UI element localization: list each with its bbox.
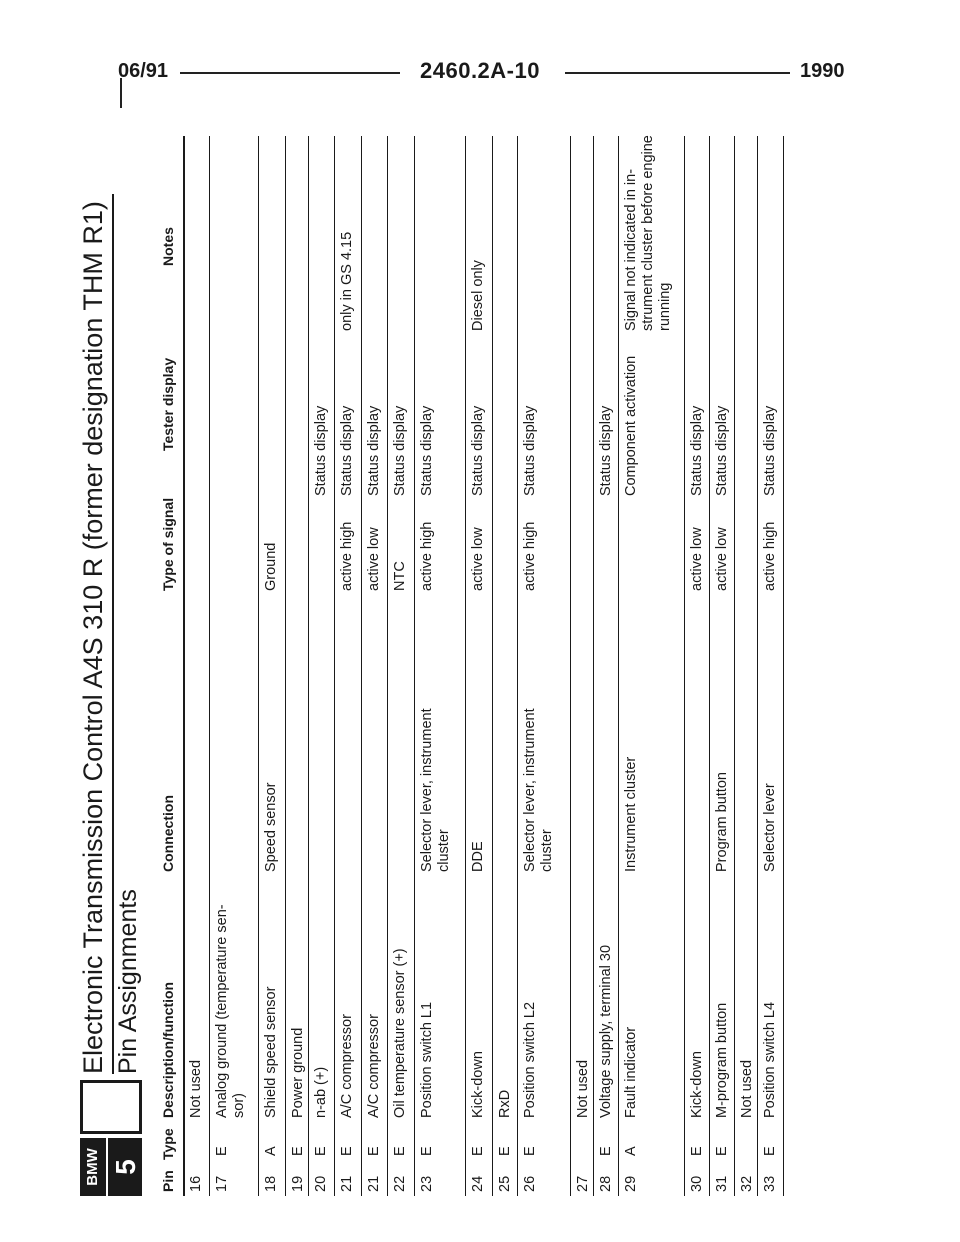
bmw-series-logo [80, 1138, 142, 1196]
rotated-page-content [80, 86, 815, 1196]
signal-cell: active high [339, 521, 355, 591]
header-date: 06/91 [118, 60, 169, 82]
pin-cell: 30 [689, 1175, 705, 1192]
page-subtitle: Pin Assignments [114, 889, 142, 1074]
pin-cell: 29 [623, 1175, 639, 1192]
tester-cell: Status display [714, 405, 730, 496]
signal-cell: active low [689, 527, 705, 591]
description-cell: Oil temperature sensor (+) [392, 948, 408, 1118]
pin-cell: 19 [290, 1175, 306, 1192]
tester-cell: Status display [470, 405, 486, 496]
pin-cell: 21 [366, 1175, 382, 1192]
pin-cell: 17 [214, 1175, 230, 1192]
description-cell: Fault indicator [623, 1026, 639, 1118]
connection-cell: Program button [714, 772, 730, 872]
type-cell: E [214, 1146, 230, 1156]
table-row [184, 136, 210, 1196]
tester-cell: Component activation [623, 355, 639, 496]
type-cell: E [689, 1146, 705, 1156]
description-cell: Kick-down [689, 1051, 705, 1118]
type-cell: E [497, 1146, 513, 1156]
pin-cell: 31 [714, 1175, 730, 1192]
tester-cell: Status display [313, 405, 329, 496]
connection-cell: Speed sensor [263, 782, 279, 872]
logo-empty-box [80, 1080, 142, 1134]
type-cell: E [290, 1146, 306, 1156]
type-cell: E [470, 1146, 486, 1156]
connection-cell: Selector lever [762, 783, 778, 872]
table-row [388, 136, 415, 1196]
signal-cell: active low [470, 527, 486, 591]
col-header-signal: Type of signal [160, 497, 176, 591]
description-cell: Voltage supply, terminal 30 [598, 944, 614, 1118]
description-cell: Position switch L4 [762, 1001, 778, 1118]
notes-cell: only in GS 4.15 [339, 231, 355, 331]
pin-cell: 25 [497, 1175, 513, 1192]
tester-cell: Status display [419, 405, 435, 496]
header-rule-left [180, 72, 400, 74]
table-row [619, 136, 685, 1196]
type-cell: E [522, 1146, 538, 1156]
pin-cell: 21 [339, 1175, 355, 1192]
tester-cell: Status display [522, 405, 538, 496]
table-row [309, 136, 335, 1196]
col-header-connection: Connection [160, 795, 176, 872]
tester-cell: Status display [598, 405, 614, 496]
signal-cell: active low [366, 527, 382, 591]
type-cell: E [313, 1146, 329, 1156]
signal-cell: NTC [392, 561, 408, 591]
col-header-tester: Tester display [160, 357, 176, 451]
description-cell: Kick-down [470, 1051, 486, 1118]
table-row [685, 136, 710, 1196]
description-cell: n-ab (+) [313, 1066, 329, 1118]
table-row [259, 136, 286, 1196]
description-cell: Power ground [290, 1027, 306, 1118]
type-cell: A [263, 1146, 279, 1156]
pin-cell: 28 [598, 1175, 614, 1192]
table-row [210, 136, 259, 1196]
col-header-pin: Pin [160, 1170, 176, 1192]
connection-cell: DDE [470, 841, 486, 872]
pin-cell: 22 [392, 1175, 408, 1192]
description-cell: M-program button [714, 1002, 730, 1118]
table-row [518, 136, 571, 1196]
type-cell: A [623, 1146, 639, 1156]
description-cell: Not used [739, 1059, 755, 1118]
signal-cell: active high [522, 521, 538, 591]
header-rule-right [565, 72, 790, 74]
description-cell: Shield speed sensor [263, 986, 279, 1118]
pin-cell: 23 [419, 1175, 435, 1192]
pin-cell: 32 [739, 1175, 755, 1192]
type-cell: E [714, 1146, 730, 1156]
description-cell: Position switch L2 [522, 1001, 538, 1118]
table-row [735, 136, 758, 1196]
table-row [415, 136, 466, 1196]
type-cell: E [762, 1146, 778, 1156]
description-cell: Position switch L1 [419, 1001, 435, 1118]
table-row [758, 136, 784, 1196]
type-cell: E [598, 1146, 614, 1156]
notes-cell: Diesel only [470, 260, 486, 331]
pin-cell: 27 [575, 1175, 591, 1192]
description-cell: Analog ground (temperature sen-sor) [214, 904, 247, 1118]
connection-cell: Selector lever, instrument cluster [522, 708, 555, 872]
table-row [571, 136, 594, 1196]
header-year: 1990 [800, 60, 845, 82]
tester-cell: Status display [689, 405, 705, 496]
type-cell: E [366, 1146, 382, 1156]
notes-cell: Signal not indicated in in-strument cluster before engine running [623, 135, 673, 331]
page-title: Electronic Transmission Control A4S 310 R (former designation THM R1) [78, 201, 108, 1074]
table-row [466, 136, 493, 1196]
pin-cell: 26 [522, 1175, 538, 1192]
description-cell: A/C compressor [366, 1014, 382, 1118]
type-cell: E [419, 1146, 435, 1156]
pin-cell: 18 [263, 1175, 279, 1192]
tester-cell: Status display [339, 405, 355, 496]
signal-cell: active high [762, 521, 778, 591]
table-row [710, 136, 735, 1196]
connection-cell: Selector lever, instrument cluster [419, 708, 452, 872]
tester-cell: Status display [366, 405, 382, 496]
tester-cell: Status display [392, 405, 408, 496]
signal-cell: active low [714, 527, 730, 591]
signal-cell: active high [419, 521, 435, 591]
col-header-notes: Notes [160, 227, 176, 266]
description-cell: Not used [188, 1059, 204, 1118]
table-row [493, 136, 518, 1196]
connection-cell: Instrument cluster [623, 756, 639, 872]
table-row [335, 136, 362, 1196]
description-cell: Not used [575, 1059, 591, 1118]
pin-cell: 20 [313, 1175, 329, 1192]
table-row [362, 136, 388, 1196]
logo-series: 5 [106, 1138, 142, 1196]
pin-table [184, 136, 784, 1196]
col-header-type: Type [160, 1128, 176, 1160]
table-row [594, 136, 619, 1196]
pin-cell: 33 [762, 1175, 778, 1192]
description-cell: A/C compressor [339, 1014, 355, 1118]
header-doc-number: 2460.2A-10 [420, 58, 540, 83]
tester-cell: Status display [762, 405, 778, 496]
description-cell: RxD [497, 1089, 513, 1118]
col-header-description: Description/function [160, 981, 176, 1118]
type-cell: E [392, 1146, 408, 1156]
logo-brand: BMW [80, 1138, 106, 1196]
type-cell: E [339, 1146, 355, 1156]
signal-cell: Ground [263, 542, 279, 591]
pin-cell: 24 [470, 1175, 486, 1192]
table-row [286, 136, 309, 1196]
pin-cell: 16 [188, 1175, 204, 1192]
